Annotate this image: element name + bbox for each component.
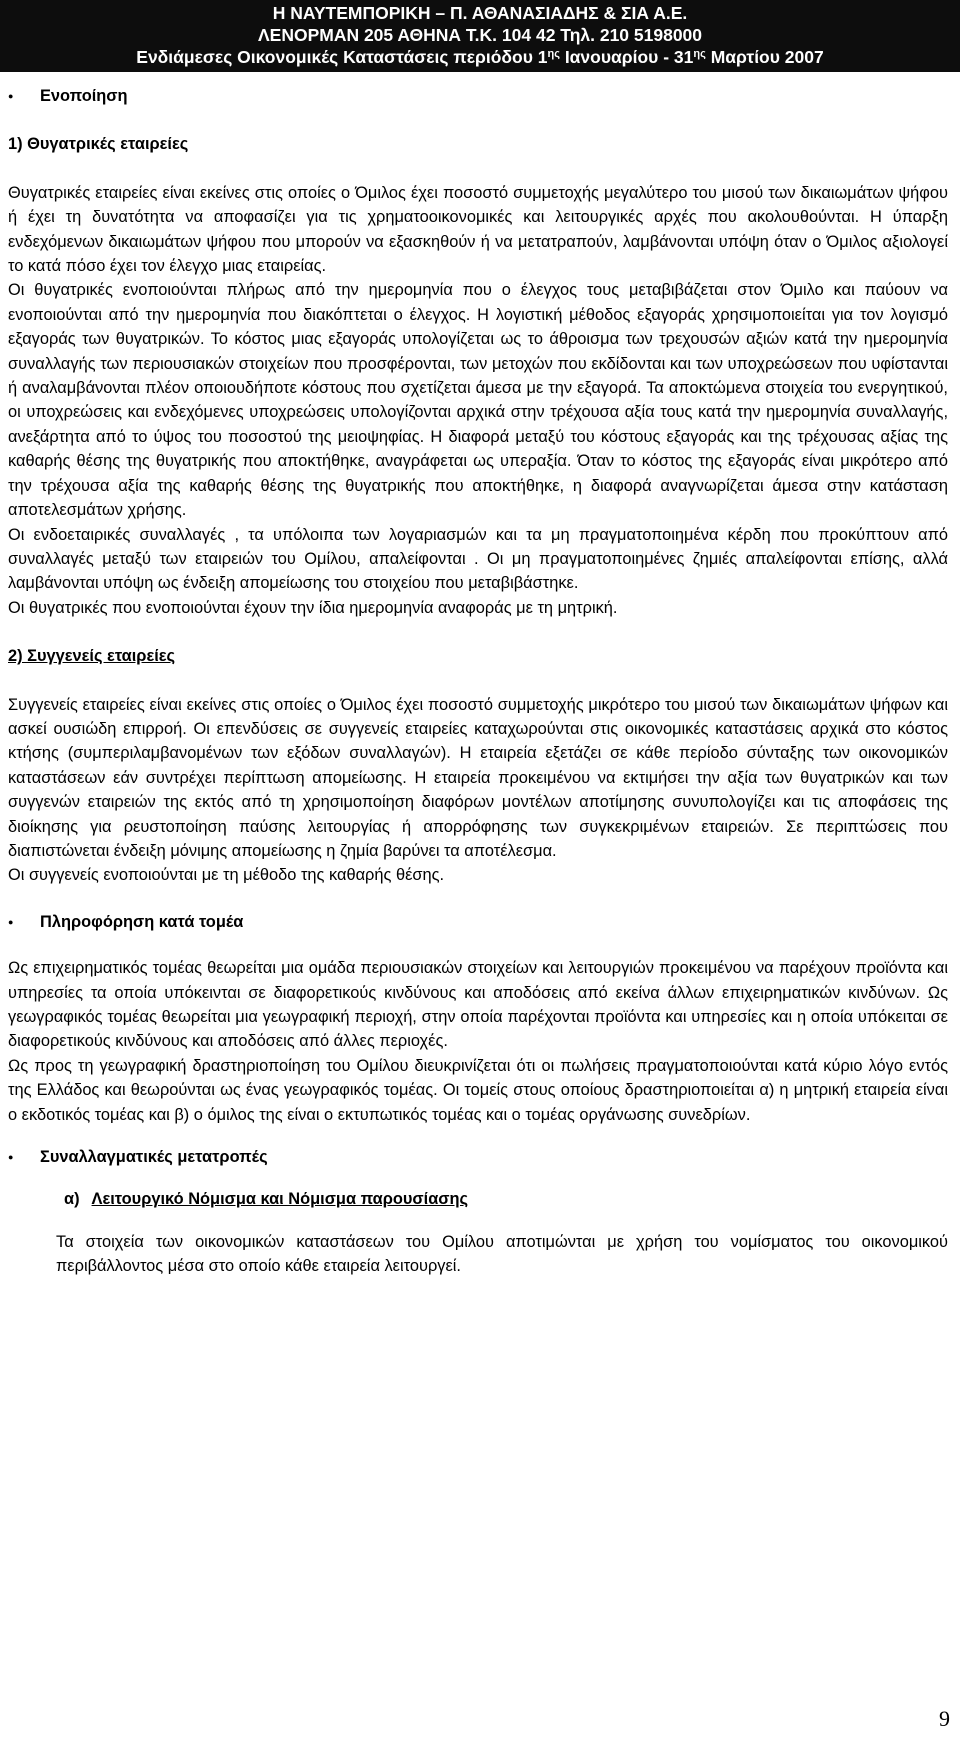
subsidiaries-paragraph-3: Οι ενδοεταιρικές συναλλαγές , τα υπόλοιπα των λογαριασμών και τα μη πραγματοποιημένα κέρδη που προκύπτουν από συναλλαγές μεταξύ των εταιρειών του Ομίλου, απαλείφονται . Οι μη πραγματοποιημένες ζημιές απαλείφονται επίσης, αλλά λαμβάνονται υπόψη ως ένδειξη απομείωσης του στοιχείου που μεταβιβάστηκε. — [8, 525, 948, 593]
header-period: Ενδιάμεσες Οικονομικές Καταστάσεις περιόδου $1^{\eta\varsigma}$ Ιανουαρίου - $31^{\eta\varsigma}$ Μαρτίου 2007 — [136, 47, 824, 67]
document-header — [0, 0, 960, 72]
segment-heading: ● Πληροφόρηση κατά τομέα — [8, 910, 948, 934]
segment-paragraph-2: Ως προς τη γεωγραφική δραστηριοποίηση του Ομίλου διευκρινίζεται ότι οι πωλήσεις πραγματοποιούνται κατά κύριο λόγο εντός της Ελλάδος και θεωρούνται ως ένας γεωγραφικός τομέας. Οι τομείς στους οποίους δραστηριοποιείται α) η μητρική εταιρεία είναι ο εκδοτικός τομέας και β) ο όμιλος της είναι ο εκτυπωτικός τομέας και ο τομέας οργάνωσης συνεδρίων. — [8, 1056, 948, 1124]
fx-heading: ● Συναλλαγματικές μετατροπές — [8, 1145, 948, 1169]
segment-paragraph-1: Ως επιχειρηματικός τομέας θεωρείται μια ομάδα περιουσιακών στοιχείων και λειτουργιών προκειμένου να παρέχουν προϊόντα και υπηρεσίες τα οποία υπόκεινται σε διαφορετικούς κινδύνους και αποδόσεις από εκείνα άλλων επιχειρηματικών κινδύνων. Ως γεωγραφικός τομέας θεωρείται μια γεωγραφική περιοχή, στην οποία παρέχονται προϊόντα και υπηρεσίες και η οποία υπόκειται σε διαφορετικούς κινδύνους και αποδόσεις από άλλες περιοχές. — [8, 959, 948, 1051]
document-body — [8, 84, 948, 1279]
fx-subheading-title: Λειτουργικό Νόμισμα και Νόμισμα παρουσίασης — [91, 1190, 469, 1209]
header-address: ΛΕΝΟΡΜΑΝ 205 ΑΘΗΝΑ Τ.Κ. 104 42 Τηλ. 210 5198000 — [257, 25, 703, 45]
fx-paragraph-1: Τα στοιχεία των οικονομικών καταστάσεων του Ομίλου αποτιμώνται με χρήση του νομίσματος του οικονομικού περιβάλλοντος μέσα στο οποίο κάθε εταιρεία λειτουργεί. — [56, 1232, 948, 1276]
subsidiaries-paragraph-2: Οι θυγατρικές ενοποιούνται πλήρως από την ημερομηνία που ο έλεγχος τους μεταβιβάζεται στον Όμιλο και παύουν να ενοποιούνται από την ημερομηνία που διακόπτεται ο έλεγχος. Η λογιστική μέθοδος εξαγοράς χρησιμοποιείται για τον λογισμό εξαγοράς των θυγατρικών. Το κόστος μιας εξαγοράς υπολογίζεται ως το άθροισμα των τρεχουσών αξιών κατά την ημερομηνία συναλλαγής των περιουσιακών στοιχείων που προσφέρονται, των μετοχών που εκδίδονται και των υποχρεώσεων που υφίστανται ή αναλαμβάνονται πλέον οποιουδήποτε κόστους που σχετίζεται άμεσα με την εξαγορά. Τα αποκτώμενα στοιχεία του ενεργητικού, οι υποχρεώσεις και ενδεχόμενες υποχρεώσεις υπολογίζονται αρχικά στην τρέχουσα αξία τους κατά την ημερομηνία συναλλαγής, ανεξάρτητα από το ύψος του ποσοστού της μειοψηφίας. Η διαφορά μεταξύ του κόστους εξαγοράς και της τρέχουσας αξίας της καθαρής θέσης της θυγατρικής που αποκτήθηκε, αναγράφεται ως υπεραξία. Όταν το κόστος της εξαγοράς είναι μικρότερο από την τρέχουσα αξία της καθαρής θέσης της θυγατρικής που αποκτήθηκε, η διαφορά αναγνωρίζεται άμεσα στην κατάσταση αποτελεσμάτων χρήσης. — [8, 281, 948, 520]
associates-paragraph-2: Οι συγγενείς ενοποιούνται με τη μέθοδο της καθαρής θέσης. — [8, 866, 445, 885]
fx-subheading-label: α) — [64, 1190, 80, 1209]
subsidiaries-paragraph-1: Θυγατρικές εταιρείες είναι εκείνες στις οποίες ο Όμιλος έχει ποσοστό συμμετοχής μεγαλύτερο του μισού των δικαιωμάτων ψήφου ή έχει τη δυνατότητα να αποφασίζει για τις χρηματοοικονομικές και λειτουργικές αρχές που ακολουθούνται. Η ύπαρξη ενδεχόμενων δικαιωμάτων ψήφου που μπορούν να εξασκηθούν ή να μετατραπούν, λαμβάνονται υπόψη όταν ο Όμιλος αξιολογεί το κατά πόσο έχει τον έλεγχο μιας εταιρείας. — [8, 183, 948, 276]
header-company: Η ΝΑΥΤΕΜΠΟΡΙΚΗ – Π. ΑΘΑΝΑΣΙΑΔΗΣ & ΣΙΑ Α.Ε. — [272, 3, 688, 23]
consolidation-heading: ● Ενοποίηση — [8, 84, 948, 108]
subsidiaries-heading: 1) Θυγατρικές εταιρείες — [8, 135, 189, 154]
fx-subheading — [8, 1187, 948, 1211]
page-number: 9 — [939, 1706, 950, 1731]
subsidiaries-paragraph-4: Οι θυγατρικές που ενοποιούνται έχουν την ίδια ημερομηνία αναφοράς με τη μητρική. — [8, 598, 618, 617]
associates-paragraph-1: Συγγενείς εταιρείες είναι εκείνες στις οποίες ο Όμιλος έχει ποσοστό συμμετοχής μικρότερο του μισού των δικαιωμάτων ψήφων και ασκεί ουσιώδη επιρροή. Οι επενδύσεις σε συγγενείς εταιρείες καταχωρούνται στις οικονομικές καταστάσεις αρχικά στο κόστος κτήσης (συμπεριλαμβανομένων των εξόδων συναλλαγών). Η εταιρεία εξετάζει σε κάθε περίοδο σύνταξης των οικονομικών καταστάσεων εάν συντρέχει περίπτωση απομείωσης. Η εταιρεία προκειμένου να εκτιμήσει την αξία των θυγατρικών και των συγγενών εταιρειών της εκτός από τη χρησιμοποίηση διαφόρων μοντέλων αποτίμησης συνυπολογίζει και τις αποφάσεις της διοίκησης για ρευστοποίηση παύσης λειτουργίας ή απορρόφησης των συγκεκριμένων εταιρειών. Σε περιπτώσεις που διαπιστώνεται ένδειξη μόνιμης απομείωσης η ζημία βαρύνει τα αποτέλεσμα. — [8, 695, 948, 860]
associates-heading: 2) Συγγενείς εταιρείες — [8, 647, 176, 666]
